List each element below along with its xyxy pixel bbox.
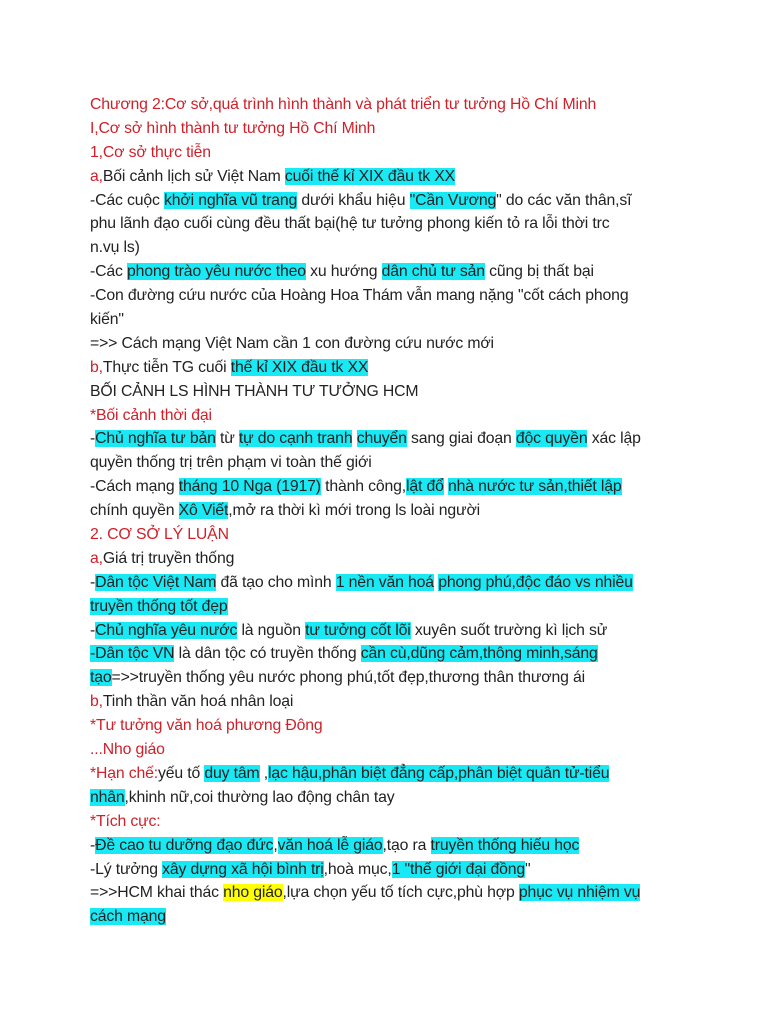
text-run: =>>HCM khai thác	[90, 884, 224, 902]
text-line	[90, 858, 690, 882]
text-line	[90, 738, 690, 762]
text-run: " do các văn thân,sĩ	[496, 191, 632, 209]
text-run: n.vụ ls)	[90, 239, 140, 257]
text-line	[90, 212, 690, 236]
text-line	[90, 236, 690, 260]
heading-text: I,Cơ sở hình thành tư tưởng Hồ Chí Minh	[90, 119, 376, 137]
highlighted-text: Chủ nghĩa yêu nước	[95, 621, 238, 639]
text-line	[90, 93, 690, 117]
highlighted-text: khởi nghĩa vũ trang	[164, 191, 298, 209]
text-run: Tinh thần văn hoá nhân loại	[102, 693, 294, 711]
highlighted-text: lật đổ	[406, 478, 444, 496]
text-run: xuyên suốt trường kì lịch sử	[410, 621, 608, 639]
text-run: -Các cuộc	[90, 191, 164, 209]
text-line	[90, 786, 690, 810]
text-run: cũng bị thất bại	[484, 263, 594, 281]
text-run: -	[90, 573, 96, 591]
text-line	[90, 499, 690, 523]
text-line	[90, 547, 690, 571]
text-run: -Các	[90, 263, 127, 281]
heading-text: 2. CƠ SỞ LÝ LUẬN	[90, 526, 229, 544]
text-line	[90, 666, 690, 690]
highlighted-text: Đề cao tu dưỡng đạo đức	[95, 836, 274, 854]
text-line	[90, 690, 690, 714]
text-run: -Lý tưởng	[90, 860, 163, 878]
text-run: -	[90, 836, 96, 854]
highlighted-text: tháng 10 Nga (1917)	[178, 478, 321, 496]
highlighted-text: truyền thống tốt đẹp	[90, 597, 228, 615]
text-run: ,lựa chọn yếu tố tích cực,phù hợp	[282, 884, 519, 902]
text-run: Bối cảnh lịch sử Việt Nam	[102, 167, 285, 185]
text-line	[90, 165, 690, 189]
text-run: =>> Cách mạng Việt Nam cần 1 con đường cứu nước mới	[90, 334, 494, 352]
highlighted-text: cần cù,dũng cảm,thông minh,sáng	[360, 645, 598, 663]
text-run: BỐI CẢNH LS HÌNH THÀNH TƯ TƯỞNG HCM	[90, 382, 419, 400]
text-line	[90, 642, 690, 666]
heading-text: 1,Cơ sở thực tiễn	[90, 143, 211, 161]
text-line	[90, 595, 690, 619]
heading-text: a,	[90, 167, 103, 185]
text-line	[90, 881, 690, 905]
highlighted-text: Chủ nghĩa tư bản	[95, 430, 216, 448]
text-line	[90, 284, 690, 308]
text-run: xác lập	[587, 430, 641, 448]
highlighted-text: truyền thống hiếu học	[430, 836, 580, 854]
text-run: ,	[273, 836, 278, 854]
text-run: phu lãnh đạo cuối cùng đều thất bại(hệ tư tưởng phong kiến tỏ ra lỗi thời trc	[90, 215, 610, 233]
text-run: kiến"	[90, 311, 124, 329]
text-line	[90, 260, 690, 284]
highlighted-text: nhà nước tư sản,thiết lập	[448, 478, 622, 496]
highlighted-text: duy tâm	[204, 764, 260, 782]
text-line	[90, 380, 690, 404]
heading-text: a,	[90, 549, 103, 567]
text-run: quyền thống trị trên phạm vi toàn thế giới	[90, 454, 372, 472]
text-line	[90, 834, 690, 858]
text-run: là dân tộc có truyền thống	[174, 645, 361, 663]
highlighted-text: Xô Viết	[178, 502, 229, 520]
highlighted-text: phong phú,độc đáo vs nhiều	[438, 573, 633, 591]
text-line	[90, 905, 690, 929]
text-run: chính quyền	[90, 502, 179, 520]
text-run: ,tạo ra	[382, 836, 431, 854]
heading-text: *Bối cảnh thời đại	[90, 406, 212, 424]
text-run: -Con đường cứu nước của Hoàng Hoa Thám vẫn mang nặng "cốt cách phong	[90, 287, 629, 305]
heading-text: Chương 2:Cơ sở,quá trình hình thành và phát triển tư tưởng Hồ Chí Minh	[90, 96, 597, 113]
heading-text: *Hạn chế:	[90, 764, 159, 782]
text-run: yếu tố	[158, 764, 205, 782]
text-line	[90, 523, 690, 547]
heading-text: b,	[90, 358, 103, 376]
text-run: "	[524, 860, 531, 878]
text-run: ,hoà mục,	[323, 860, 392, 878]
heading-text: *Tích cực:	[90, 812, 161, 830]
text-line	[90, 762, 690, 786]
text-line	[90, 141, 690, 165]
highlighted-text: cách mạng	[90, 908, 166, 926]
heading-text: *Tư tưởng văn hoá phương Đông	[90, 717, 323, 735]
highlighted-text: chuyển	[356, 430, 407, 448]
text-line	[90, 189, 690, 213]
text-run: Giá trị truyền thống	[102, 549, 235, 567]
text-run: sang giai đoạn	[406, 430, 516, 448]
highlighted-text: tạo	[90, 669, 112, 687]
highlighted-text: -Dân tộc VN	[90, 645, 175, 663]
highlighted-text: xây dựng xã hội bình trị	[162, 860, 324, 878]
highlighted-text: phục vụ nhiệm vụ	[518, 884, 641, 902]
text-line	[90, 404, 690, 428]
highlighted-text: nhân	[90, 788, 125, 806]
text-line	[90, 427, 690, 451]
highlighted-text: 1 "thế giới đại đồng	[391, 860, 525, 878]
text-run: đã tạo cho mình	[216, 573, 336, 591]
text-line	[90, 475, 690, 499]
highlighted-text: Dân tộc Việt Nam	[95, 573, 217, 591]
highlighted-text: văn hoá lễ giáo	[277, 836, 383, 854]
text-run: -Cách mạng	[90, 478, 179, 496]
text-run: =>>truyền thống yêu nước phong phú,tốt đẹp,thương thân thương ái	[111, 669, 585, 687]
highlighted-text: tư tưởng cốt lõi	[305, 621, 411, 639]
text-run: từ	[215, 430, 239, 448]
text-run: ,mở ra thời kì mới trong ls loài người	[228, 502, 481, 520]
text-run: -	[90, 621, 96, 639]
highlighted-text: cuối thế kỉ XIX đầu tk XX	[284, 167, 455, 185]
text-line	[90, 810, 690, 834]
text-run: dưới khẩu hiệu	[297, 191, 410, 209]
document-body	[90, 93, 690, 929]
text-run: -	[90, 430, 96, 448]
highlighted-text: 1 nền văn hoá	[335, 573, 434, 591]
text-line	[90, 571, 690, 595]
text-line	[90, 714, 690, 738]
highlighted-text: độc quyền	[515, 430, 588, 448]
text-run: ,khinh nữ,coi thường lao động chân tay	[124, 788, 395, 806]
text-line	[90, 332, 690, 356]
heading-text: b,	[90, 693, 103, 711]
text-line	[90, 356, 690, 380]
text-line	[90, 451, 690, 475]
text-run: là nguồn	[237, 621, 306, 639]
text-line	[90, 117, 690, 141]
text-run: xu hướng	[305, 263, 382, 281]
highlighted-text: tự do cạnh tranh	[238, 430, 353, 448]
highlighted-text: thế kỉ XIX đầu tk XX	[230, 358, 369, 376]
highlighted-text: phong trào yêu nước theo	[127, 263, 306, 281]
text-run: thành công,	[320, 478, 406, 496]
text-run: Thực tiễn TG cuối	[102, 358, 231, 376]
highlighted-text: dân chủ tư sản	[381, 263, 485, 281]
highlighted-text: lạc hậu,phân biệt đẳng cấp,phân biệt quân tử-tiểu	[268, 764, 610, 782]
highlighted-text: "Cần Vương	[409, 191, 497, 209]
heading-text: ...Nho giáo	[90, 741, 165, 759]
highlighted-text: nho giáo	[223, 884, 283, 902]
text-run: ,	[259, 764, 269, 782]
text-line	[90, 308, 690, 332]
text-line	[90, 619, 690, 643]
